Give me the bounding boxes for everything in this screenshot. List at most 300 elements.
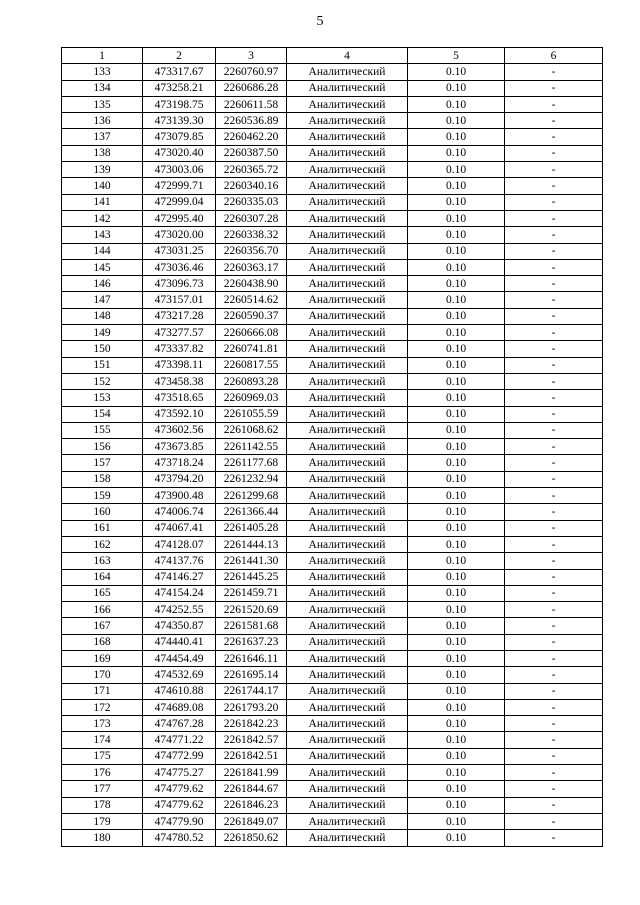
y-coordinate-cell: 2261841.99 — [216, 765, 287, 781]
table-row — [62, 748, 603, 764]
accuracy-cell: 0.10 — [408, 553, 505, 569]
description-cell: - — [505, 129, 603, 145]
method-cell: Аналитический — [287, 602, 408, 618]
accuracy-cell: 0.10 — [408, 813, 505, 829]
accuracy-cell: 0.10 — [408, 243, 505, 259]
x-coordinate-cell: 473079.85 — [143, 129, 216, 145]
accuracy-cell: 0.10 — [408, 765, 505, 781]
point-number-cell: 144 — [62, 243, 143, 259]
y-coordinate-cell: 2260514.62 — [216, 292, 287, 308]
x-coordinate-cell: 474454.49 — [143, 650, 216, 666]
description-cell: - — [505, 145, 603, 161]
table-row — [62, 308, 603, 324]
y-coordinate-cell: 2260893.28 — [216, 373, 287, 389]
point-number-cell: 137 — [62, 129, 143, 145]
table-row — [62, 373, 603, 389]
table-row — [62, 227, 603, 243]
method-cell: Аналитический — [287, 585, 408, 601]
x-coordinate-cell: 474440.41 — [143, 634, 216, 650]
y-coordinate-cell: 2260666.08 — [216, 325, 287, 341]
table-row — [62, 390, 603, 406]
y-coordinate-cell: 2261793.20 — [216, 699, 287, 715]
accuracy-cell: 0.10 — [408, 732, 505, 748]
accuracy-cell: 0.10 — [408, 308, 505, 324]
x-coordinate-cell: 473217.28 — [143, 308, 216, 324]
point-number-cell: 178 — [62, 797, 143, 813]
point-number-cell: 179 — [62, 813, 143, 829]
x-coordinate-cell: 473157.01 — [143, 292, 216, 308]
accuracy-cell: 0.10 — [408, 341, 505, 357]
point-number-cell: 173 — [62, 716, 143, 732]
table-row — [62, 64, 603, 80]
accuracy-cell: 0.10 — [408, 162, 505, 178]
x-coordinate-cell: 474779.62 — [143, 781, 216, 797]
y-coordinate-cell: 2261646.11 — [216, 650, 287, 666]
point-number-cell: 149 — [62, 325, 143, 341]
table-row — [62, 618, 603, 634]
description-cell: - — [505, 194, 603, 210]
accuracy-cell: 0.10 — [408, 357, 505, 373]
x-coordinate-cell: 474137.76 — [143, 553, 216, 569]
method-cell: Аналитический — [287, 96, 408, 112]
y-coordinate-cell: 2261445.25 — [216, 569, 287, 585]
y-coordinate-cell: 2260438.90 — [216, 276, 287, 292]
column-header-3: 3 — [216, 48, 287, 64]
description-cell: - — [505, 357, 603, 373]
method-cell: Аналитический — [287, 504, 408, 520]
description-cell: - — [505, 748, 603, 764]
accuracy-cell: 0.10 — [408, 699, 505, 715]
table-row — [62, 455, 603, 471]
y-coordinate-cell: 2260387.50 — [216, 145, 287, 161]
x-coordinate-cell: 474252.55 — [143, 602, 216, 618]
point-number-cell: 177 — [62, 781, 143, 797]
accuracy-cell: 0.10 — [408, 113, 505, 129]
y-coordinate-cell: 2261581.68 — [216, 618, 287, 634]
table-row — [62, 471, 603, 487]
accuracy-cell: 0.10 — [408, 830, 505, 846]
method-cell: Аналитический — [287, 569, 408, 585]
table-row — [62, 243, 603, 259]
x-coordinate-cell: 473794.20 — [143, 471, 216, 487]
table-row — [62, 634, 603, 650]
accuracy-cell: 0.10 — [408, 520, 505, 536]
method-cell: Аналитический — [287, 259, 408, 275]
point-number-cell: 148 — [62, 308, 143, 324]
description-cell: - — [505, 227, 603, 243]
x-coordinate-cell: 474779.62 — [143, 797, 216, 813]
table-row — [62, 194, 603, 210]
y-coordinate-cell: 2260686.28 — [216, 80, 287, 96]
table-row — [62, 650, 603, 666]
description-cell: - — [505, 210, 603, 226]
description-cell: - — [505, 178, 603, 194]
x-coordinate-cell: 474689.08 — [143, 699, 216, 715]
point-number-cell: 176 — [62, 765, 143, 781]
accuracy-cell: 0.10 — [408, 488, 505, 504]
point-number-cell: 167 — [62, 618, 143, 634]
x-coordinate-cell: 474350.87 — [143, 618, 216, 634]
method-cell: Аналитический — [287, 748, 408, 764]
table-body — [62, 64, 603, 846]
table-row — [62, 488, 603, 504]
y-coordinate-cell: 2260363.17 — [216, 259, 287, 275]
method-cell: Аналитический — [287, 390, 408, 406]
point-number-cell: 164 — [62, 569, 143, 585]
y-coordinate-cell: 2260365.72 — [216, 162, 287, 178]
table-row — [62, 536, 603, 552]
accuracy-cell: 0.10 — [408, 96, 505, 112]
point-number-cell: 136 — [62, 113, 143, 129]
x-coordinate-cell: 473673.85 — [143, 439, 216, 455]
method-cell: Аналитический — [287, 406, 408, 422]
point-number-cell: 147 — [62, 292, 143, 308]
method-cell: Аналитический — [287, 113, 408, 129]
method-cell: Аналитический — [287, 781, 408, 797]
x-coordinate-cell: 474610.88 — [143, 683, 216, 699]
description-cell: - — [505, 96, 603, 112]
method-cell: Аналитический — [287, 357, 408, 373]
table-row — [62, 357, 603, 373]
y-coordinate-cell: 2261444.13 — [216, 536, 287, 552]
point-number-cell: 135 — [62, 96, 143, 112]
point-number-cell: 152 — [62, 373, 143, 389]
table-row — [62, 96, 603, 112]
point-number-cell: 162 — [62, 536, 143, 552]
accuracy-cell: 0.10 — [408, 618, 505, 634]
column-header-6: 6 — [505, 48, 603, 64]
point-number-cell: 155 — [62, 422, 143, 438]
description-cell: - — [505, 455, 603, 471]
description-cell: - — [505, 422, 603, 438]
x-coordinate-cell: 474771.22 — [143, 732, 216, 748]
table-row — [62, 765, 603, 781]
method-cell: Аналитический — [287, 536, 408, 552]
y-coordinate-cell: 2260590.37 — [216, 308, 287, 324]
table-row — [62, 585, 603, 601]
description-cell: - — [505, 406, 603, 422]
y-coordinate-cell: 2260356.70 — [216, 243, 287, 259]
y-coordinate-cell: 2260760.97 — [216, 64, 287, 80]
table-row — [62, 439, 603, 455]
y-coordinate-cell: 2261459.71 — [216, 585, 287, 601]
column-header-1: 1 — [62, 48, 143, 64]
method-cell: Аналитический — [287, 210, 408, 226]
method-cell: Аналитический — [287, 699, 408, 715]
x-coordinate-cell: 473277.57 — [143, 325, 216, 341]
point-number-cell: 146 — [62, 276, 143, 292]
y-coordinate-cell: 2260335.03 — [216, 194, 287, 210]
point-number-cell: 180 — [62, 830, 143, 846]
x-coordinate-cell: 474780.52 — [143, 830, 216, 846]
coordinates-table — [61, 47, 603, 847]
accuracy-cell: 0.10 — [408, 585, 505, 601]
y-coordinate-cell: 2261405.28 — [216, 520, 287, 536]
y-coordinate-cell: 2260338.32 — [216, 227, 287, 243]
point-number-cell: 165 — [62, 585, 143, 601]
table-row — [62, 406, 603, 422]
table-row — [62, 553, 603, 569]
y-coordinate-cell: 2261842.23 — [216, 716, 287, 732]
point-number-cell: 160 — [62, 504, 143, 520]
accuracy-cell: 0.10 — [408, 145, 505, 161]
accuracy-cell: 0.10 — [408, 178, 505, 194]
point-number-cell: 133 — [62, 64, 143, 80]
x-coordinate-cell: 474772.99 — [143, 748, 216, 764]
description-cell: - — [505, 292, 603, 308]
y-coordinate-cell: 2261744.17 — [216, 683, 287, 699]
description-cell: - — [505, 341, 603, 357]
method-cell: Аналитический — [287, 276, 408, 292]
accuracy-cell: 0.10 — [408, 406, 505, 422]
accuracy-cell: 0.10 — [408, 227, 505, 243]
method-cell: Аналитический — [287, 422, 408, 438]
accuracy-cell: 0.10 — [408, 455, 505, 471]
y-coordinate-cell: 2261520.69 — [216, 602, 287, 618]
table-row — [62, 341, 603, 357]
description-cell: - — [505, 373, 603, 389]
y-coordinate-cell: 2261850.62 — [216, 830, 287, 846]
description-cell: - — [505, 569, 603, 585]
method-cell: Аналитический — [287, 129, 408, 145]
description-cell: - — [505, 243, 603, 259]
description-cell: - — [505, 536, 603, 552]
x-coordinate-cell: 473020.00 — [143, 227, 216, 243]
x-coordinate-cell: 473602.56 — [143, 422, 216, 438]
table-row — [62, 813, 603, 829]
table-row — [62, 716, 603, 732]
table-row — [62, 325, 603, 341]
description-cell: - — [505, 488, 603, 504]
description-cell: - — [505, 830, 603, 846]
accuracy-cell: 0.10 — [408, 748, 505, 764]
table-row — [62, 569, 603, 585]
accuracy-cell: 0.10 — [408, 504, 505, 520]
y-coordinate-cell: 2261842.57 — [216, 732, 287, 748]
table-header-row — [62, 48, 603, 64]
y-coordinate-cell: 2261177.68 — [216, 455, 287, 471]
description-cell: - — [505, 504, 603, 520]
y-coordinate-cell: 2260741.81 — [216, 341, 287, 357]
point-number-cell: 156 — [62, 439, 143, 455]
table-row — [62, 80, 603, 96]
x-coordinate-cell: 473258.21 — [143, 80, 216, 96]
table-row — [62, 667, 603, 683]
accuracy-cell: 0.10 — [408, 781, 505, 797]
accuracy-cell: 0.10 — [408, 471, 505, 487]
y-coordinate-cell: 2261849.07 — [216, 813, 287, 829]
method-cell: Аналитический — [287, 797, 408, 813]
description-cell: - — [505, 650, 603, 666]
accuracy-cell: 0.10 — [408, 129, 505, 145]
accuracy-cell: 0.10 — [408, 683, 505, 699]
point-number-cell: 166 — [62, 602, 143, 618]
accuracy-cell: 0.10 — [408, 210, 505, 226]
method-cell: Аналитический — [287, 650, 408, 666]
x-coordinate-cell: 474779.90 — [143, 813, 216, 829]
x-coordinate-cell: 473003.06 — [143, 162, 216, 178]
x-coordinate-cell: 473020.40 — [143, 145, 216, 161]
point-number-cell: 141 — [62, 194, 143, 210]
table-row — [62, 797, 603, 813]
method-cell: Аналитический — [287, 145, 408, 161]
x-coordinate-cell: 473518.65 — [143, 390, 216, 406]
column-header-4: 4 — [287, 48, 408, 64]
description-cell: - — [505, 618, 603, 634]
method-cell: Аналитический — [287, 341, 408, 357]
point-number-cell: 151 — [62, 357, 143, 373]
method-cell: Аналитический — [287, 634, 408, 650]
x-coordinate-cell: 474532.69 — [143, 667, 216, 683]
method-cell: Аналитический — [287, 178, 408, 194]
description-cell: - — [505, 716, 603, 732]
accuracy-cell: 0.10 — [408, 569, 505, 585]
point-number-cell: 143 — [62, 227, 143, 243]
accuracy-cell: 0.10 — [408, 716, 505, 732]
method-cell: Аналитический — [287, 683, 408, 699]
accuracy-cell: 0.10 — [408, 422, 505, 438]
y-coordinate-cell: 2261142.55 — [216, 439, 287, 455]
description-cell: - — [505, 699, 603, 715]
x-coordinate-cell: 474128.07 — [143, 536, 216, 552]
accuracy-cell: 0.10 — [408, 439, 505, 455]
y-coordinate-cell: 2261299.68 — [216, 488, 287, 504]
x-coordinate-cell: 474146.27 — [143, 569, 216, 585]
y-coordinate-cell: 2260340.16 — [216, 178, 287, 194]
x-coordinate-cell: 473317.67 — [143, 64, 216, 80]
y-coordinate-cell: 2261637.23 — [216, 634, 287, 650]
description-cell: - — [505, 683, 603, 699]
method-cell: Аналитический — [287, 292, 408, 308]
accuracy-cell: 0.10 — [408, 325, 505, 341]
table-row — [62, 113, 603, 129]
description-cell: - — [505, 553, 603, 569]
accuracy-cell: 0.10 — [408, 373, 505, 389]
description-cell: - — [505, 439, 603, 455]
description-cell: - — [505, 64, 603, 80]
y-coordinate-cell: 2260817.55 — [216, 357, 287, 373]
method-cell: Аналитический — [287, 813, 408, 829]
point-number-cell: 170 — [62, 667, 143, 683]
x-coordinate-cell: 473337.82 — [143, 341, 216, 357]
description-cell: - — [505, 634, 603, 650]
description-cell: - — [505, 520, 603, 536]
table-row — [62, 683, 603, 699]
description-cell: - — [505, 162, 603, 178]
x-coordinate-cell: 473592.10 — [143, 406, 216, 422]
accuracy-cell: 0.10 — [408, 667, 505, 683]
point-number-cell: 134 — [62, 80, 143, 96]
description-cell: - — [505, 308, 603, 324]
method-cell: Аналитический — [287, 162, 408, 178]
description-cell: - — [505, 325, 603, 341]
table-row — [62, 422, 603, 438]
point-number-cell: 138 — [62, 145, 143, 161]
table-row — [62, 162, 603, 178]
y-coordinate-cell: 2261695.14 — [216, 667, 287, 683]
table-row — [62, 276, 603, 292]
table-row — [62, 830, 603, 846]
x-coordinate-cell: 473900.48 — [143, 488, 216, 504]
table-row — [62, 292, 603, 308]
y-coordinate-cell: 2260536.89 — [216, 113, 287, 129]
y-coordinate-cell: 2261366.44 — [216, 504, 287, 520]
accuracy-cell: 0.10 — [408, 194, 505, 210]
method-cell: Аналитический — [287, 64, 408, 80]
x-coordinate-cell: 473198.75 — [143, 96, 216, 112]
y-coordinate-cell: 2261844.67 — [216, 781, 287, 797]
method-cell: Аналитический — [287, 765, 408, 781]
description-cell: - — [505, 813, 603, 829]
table-row — [62, 602, 603, 618]
description-cell: - — [505, 781, 603, 797]
method-cell: Аналитический — [287, 373, 408, 389]
table-row — [62, 781, 603, 797]
accuracy-cell: 0.10 — [408, 259, 505, 275]
method-cell: Аналитический — [287, 618, 408, 634]
x-coordinate-cell: 473096.73 — [143, 276, 216, 292]
method-cell: Аналитический — [287, 243, 408, 259]
point-number-cell: 171 — [62, 683, 143, 699]
y-coordinate-cell: 2261232.94 — [216, 471, 287, 487]
table-row — [62, 259, 603, 275]
x-coordinate-cell: 473139.30 — [143, 113, 216, 129]
point-number-cell: 145 — [62, 259, 143, 275]
method-cell: Аналитический — [287, 325, 408, 341]
point-number-cell: 175 — [62, 748, 143, 764]
method-cell: Аналитический — [287, 471, 408, 487]
description-cell: - — [505, 797, 603, 813]
x-coordinate-cell: 473718.24 — [143, 455, 216, 471]
method-cell: Аналитический — [287, 194, 408, 210]
method-cell: Аналитический — [287, 308, 408, 324]
table-row — [62, 129, 603, 145]
method-cell: Аналитический — [287, 520, 408, 536]
accuracy-cell: 0.10 — [408, 602, 505, 618]
table-row — [62, 732, 603, 748]
method-cell: Аналитический — [287, 439, 408, 455]
table-row — [62, 699, 603, 715]
method-cell: Аналитический — [287, 455, 408, 471]
method-cell: Аналитический — [287, 553, 408, 569]
method-cell: Аналитический — [287, 227, 408, 243]
x-coordinate-cell: 473458.38 — [143, 373, 216, 389]
method-cell: Аналитический — [287, 488, 408, 504]
point-number-cell: 159 — [62, 488, 143, 504]
accuracy-cell: 0.10 — [408, 536, 505, 552]
description-cell: - — [505, 585, 603, 601]
y-coordinate-cell: 2260462.20 — [216, 129, 287, 145]
point-number-cell: 140 — [62, 178, 143, 194]
accuracy-cell: 0.10 — [408, 292, 505, 308]
description-cell: - — [505, 390, 603, 406]
x-coordinate-cell: 472999.71 — [143, 178, 216, 194]
x-coordinate-cell: 474006.74 — [143, 504, 216, 520]
point-number-cell: 172 — [62, 699, 143, 715]
method-cell: Аналитический — [287, 830, 408, 846]
y-coordinate-cell: 2261846.23 — [216, 797, 287, 813]
point-number-cell: 142 — [62, 210, 143, 226]
column-header-5: 5 — [408, 48, 505, 64]
description-cell: - — [505, 471, 603, 487]
method-cell: Аналитический — [287, 732, 408, 748]
description-cell: - — [505, 602, 603, 618]
description-cell: - — [505, 667, 603, 683]
description-cell: - — [505, 732, 603, 748]
table-row — [62, 504, 603, 520]
accuracy-cell: 0.10 — [408, 634, 505, 650]
point-number-cell: 139 — [62, 162, 143, 178]
